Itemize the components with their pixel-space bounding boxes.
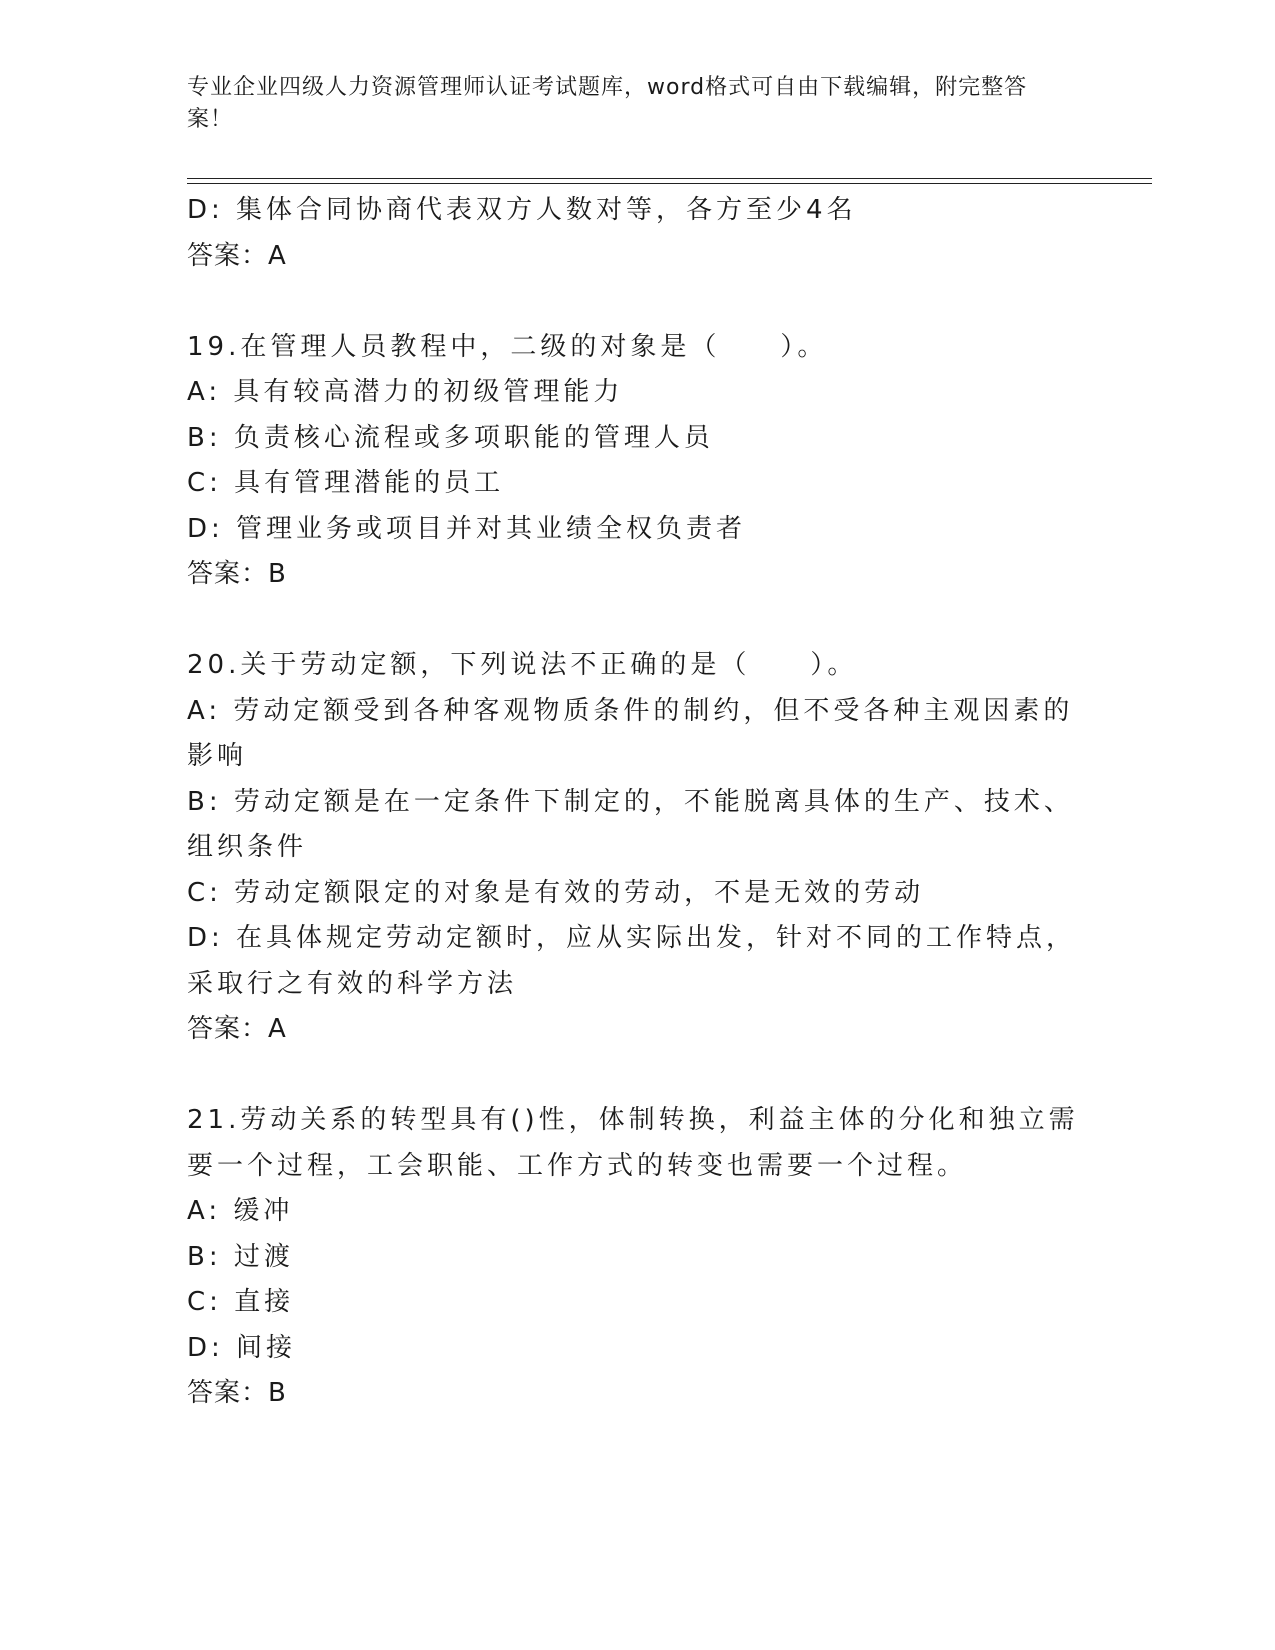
prev-option-d: D: 集体合同协商代表双方人数对等，各方至少4名 xyxy=(187,195,857,225)
question-21 xyxy=(187,1098,1087,1417)
question-20 xyxy=(187,643,1087,1053)
option-c: C: 劳动定额限定的对象是有效的劳动，不是无效的劳动 xyxy=(187,877,925,908)
header-note: 专业企业四级人力资源管理师认证考试题库，word格式可自由下载编辑，附完整答案！ xyxy=(187,75,1028,132)
question-19 xyxy=(187,325,1087,598)
answer: 答案：B xyxy=(187,559,287,589)
spacer xyxy=(187,1053,1087,1099)
prev-answer: 答案：A xyxy=(187,240,287,271)
option-a: A: 缓冲 xyxy=(187,1196,294,1226)
question-body xyxy=(187,188,1087,1417)
question-stem: 20.关于劳动定额，下列说法不正确的是（ ）。 xyxy=(187,650,858,680)
option-b: B: 劳动定额是在一定条件下制定的，不能脱离具体的生产、技术、组织条件 xyxy=(187,786,1074,862)
option-d: D: 间接 xyxy=(187,1332,297,1363)
question-stem: 19.在管理人员教程中，二级的对象是（ ）。 xyxy=(187,331,828,362)
answer: 答案：A xyxy=(187,1014,287,1044)
answer: 答案：B xyxy=(187,1378,287,1408)
option-c: C: 具有管理潜能的员工 xyxy=(187,468,505,498)
option-b: B: 过渡 xyxy=(187,1241,294,1272)
option-a: A: 具有较高潜力的初级管理能力 xyxy=(187,377,624,407)
option-d: D: 在具体规定劳动定额时，应从实际出发，针对不同的工作特点，采取行之有效的科学方法 xyxy=(187,923,1077,999)
option-d: D: 管理业务或项目并对其业绩全权负责者 xyxy=(187,513,747,544)
question-stem: 21.劳动关系的转型具有()性，体制转换，利益主体的分化和独立需要一个过程，工会职能、工作方式的转变也需要一个过程。 xyxy=(187,1105,1079,1181)
spacer xyxy=(187,598,1087,644)
option-b: B: 负责核心流程或多项职能的管理人员 xyxy=(187,422,714,453)
option-a: A: 劳动定额受到各种客观物质条件的制约，但不受各种主观因素的影响 xyxy=(187,695,1074,771)
option-c: C: 直接 xyxy=(187,1287,295,1317)
header-rule-top xyxy=(187,178,1152,179)
spacer xyxy=(187,279,1087,325)
header-rule-bottom xyxy=(187,183,1152,184)
